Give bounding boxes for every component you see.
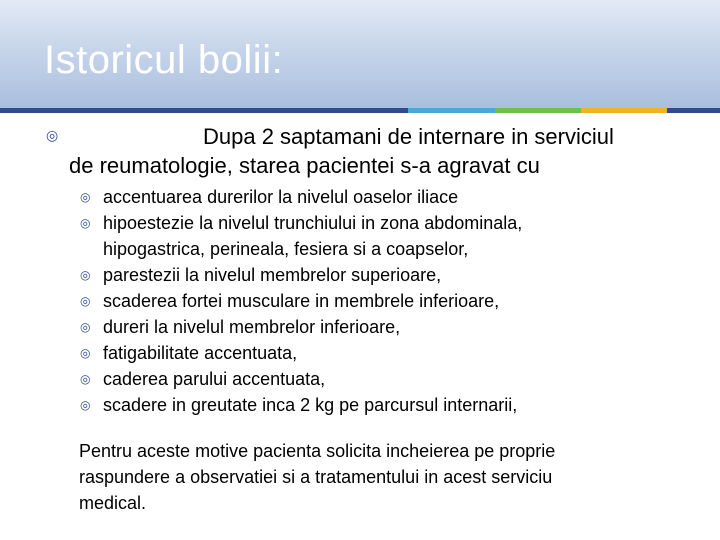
list-item [80,262,640,288]
list-item-text: scaderea fortei musculare in membrele inferioare, [103,291,500,311]
bullet-icon: ◎ [46,127,59,143]
bullet-icon: ◎ [80,346,91,360]
bullet-icon: ◎ [80,398,91,412]
list-item-text: caderea parului accentuata, [103,369,326,389]
bullet-icon: ◎ [80,372,91,386]
bullet-icon: ◎ [80,294,91,308]
divider-stripe [667,108,720,113]
main-point [69,122,689,180]
list-item-text: fatigabilitate accentuata, [103,343,298,363]
divider-stripe [408,108,495,113]
list-item [80,210,640,262]
bullet-icon: ◎ [80,190,91,204]
bullet-icon: ◎ [80,216,91,230]
list-item-text: parestezii la nivelul membrelor superioare, [103,265,442,285]
list-item-text: accentuarea durerilor la nivelul oaselor iliace [103,187,459,207]
main-point-line: de reumatologie, starea pacientei s-a agravat cu [69,153,540,178]
list-item-text: scadere in greutate inca 2 kg pe parcursul internarii, [103,395,518,415]
list-item [80,184,640,210]
closing-paragraph [79,438,639,516]
list-item-text: hipoestezie la nivelul trunchiului in zona abdominala, [103,213,523,233]
title-band [0,0,720,108]
closing-line: raspundere a observatiei si a tratamentului in acest serviciu [79,467,553,487]
list-item [80,314,640,340]
list-item [80,288,640,314]
divider-stripe [581,108,667,113]
list-item [80,340,640,366]
divider-stripe [0,108,408,113]
list-item [80,366,640,392]
divider-stripe [495,108,581,113]
list-item [80,392,640,418]
main-point-line: Dupa 2 saptamani de internare in serviciul [203,124,614,149]
slide-title: Istoricul bolii: [44,38,284,82]
bullet-icon: ◎ [80,320,91,334]
closing-line: Pentru aceste motive pacienta solicita incheierea pe proprie [79,441,556,461]
closing-line: medical. [79,493,147,513]
symptom-list [80,184,640,418]
list-item-text: dureri la nivelul membrelor inferioare, [103,317,401,337]
bullet-icon: ◎ [80,268,91,282]
list-item-text-continuation: hipogastrica, perineala, fesiera si a coapselor, [103,239,469,259]
